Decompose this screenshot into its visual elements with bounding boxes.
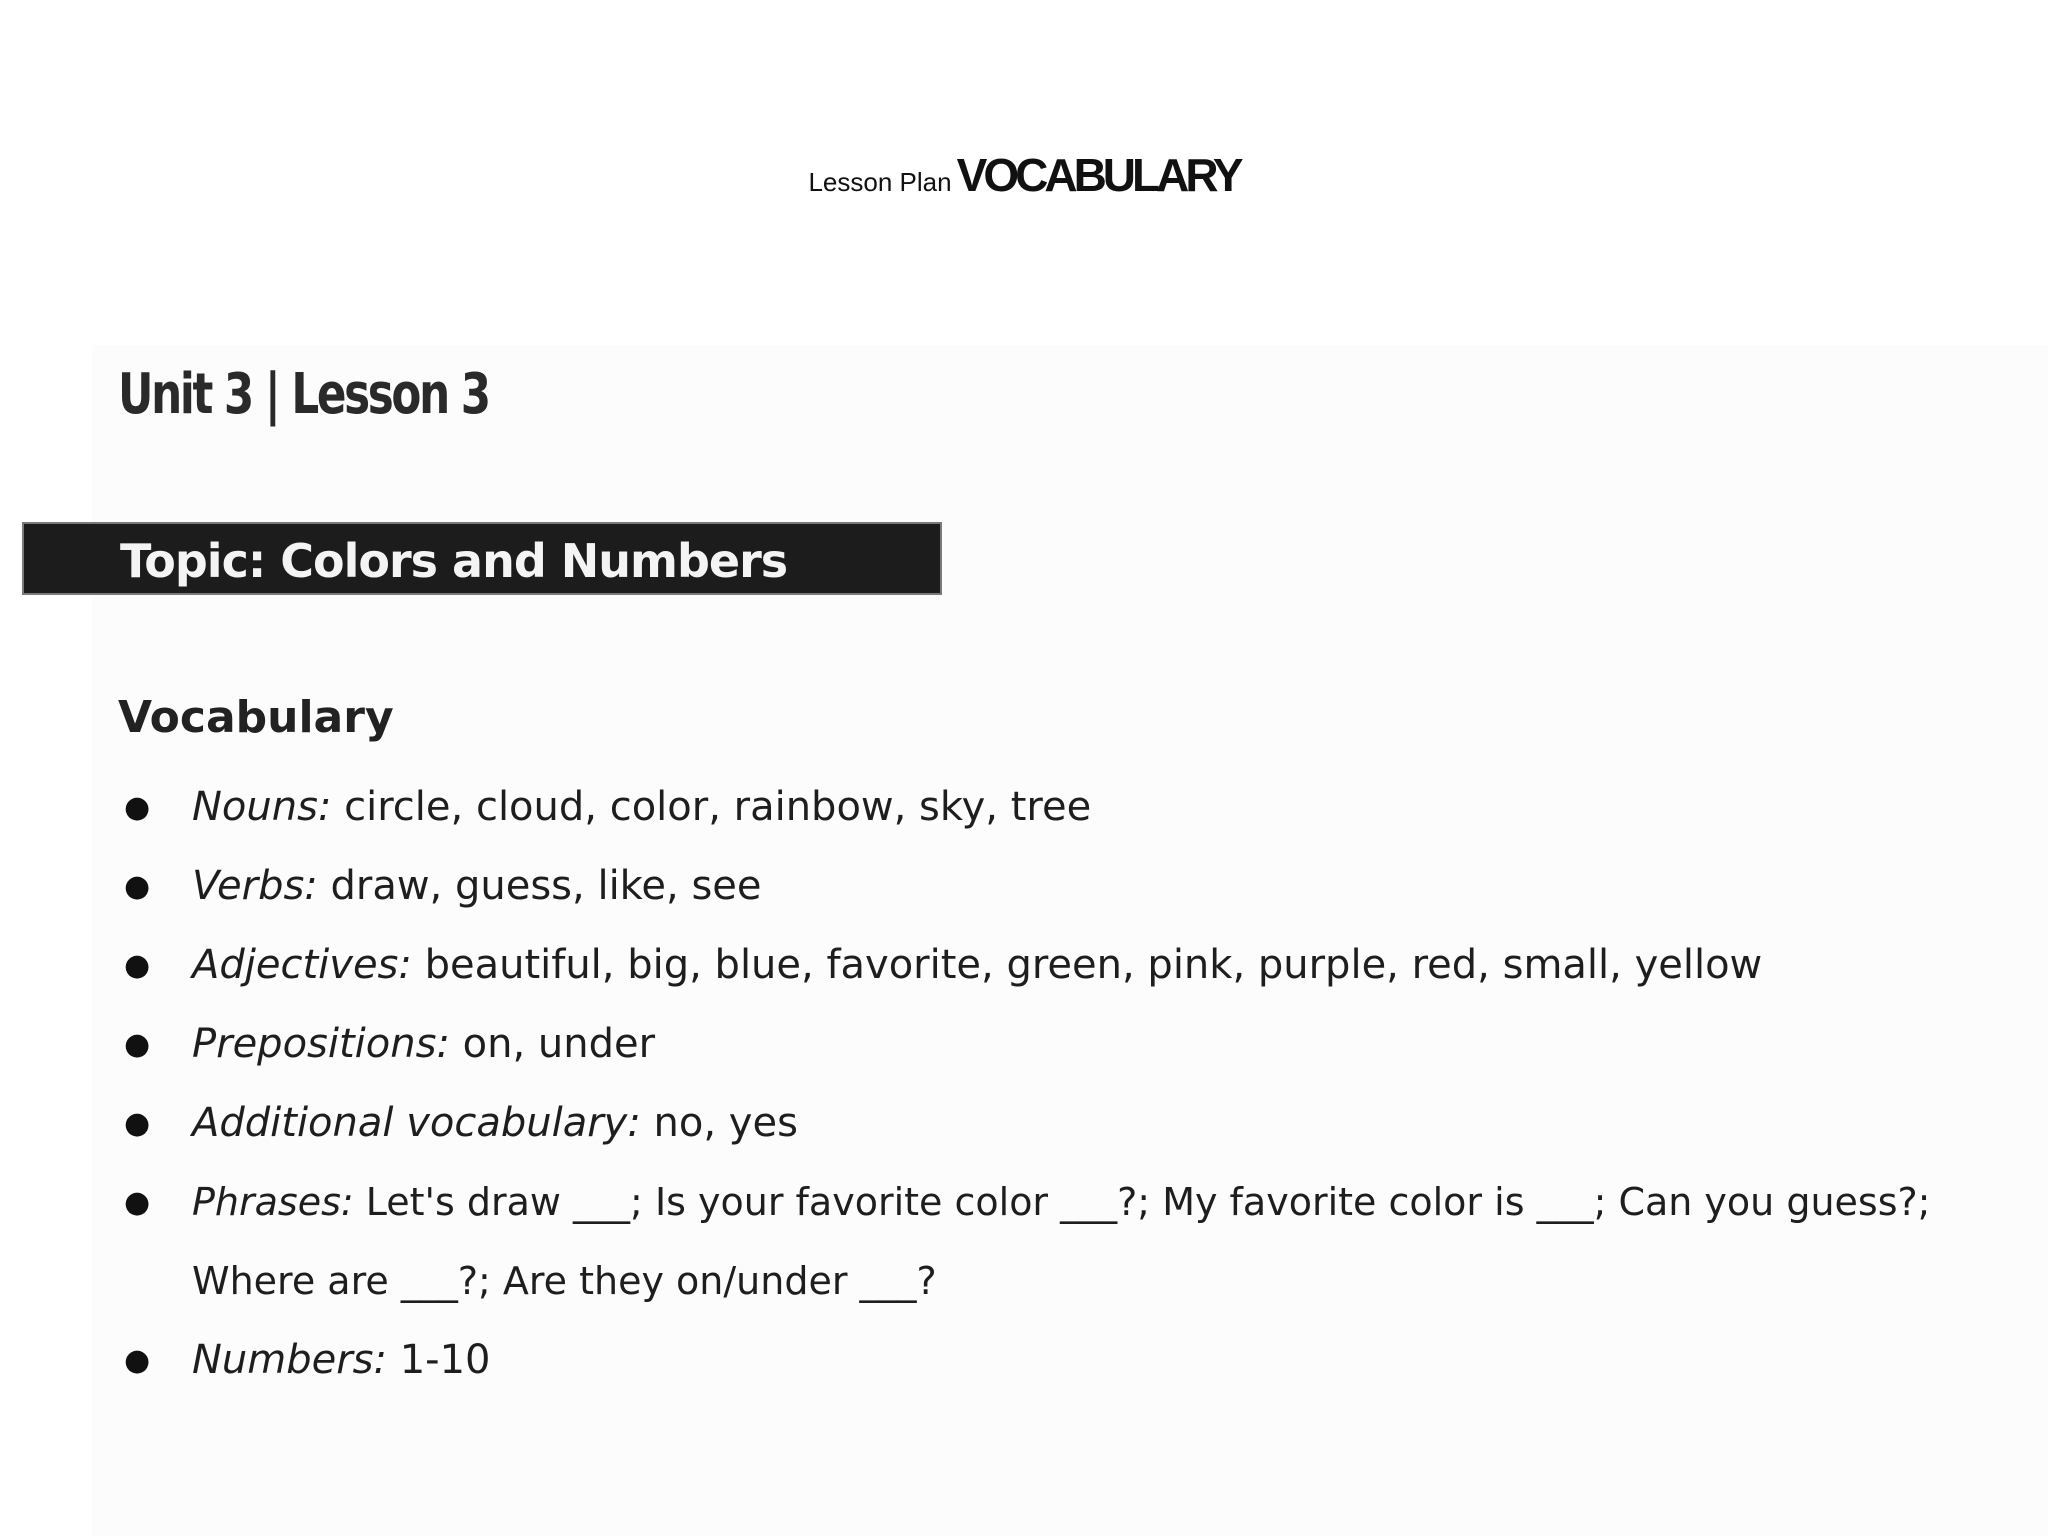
vocab-item-phrases (118, 1163, 2038, 1321)
vocab-item-adjectives (118, 926, 2038, 1005)
vocab-item-text: draw, guess, like, see (317, 863, 762, 909)
vocab-item-text: Let's draw ___; Is your favorite color ___?; My favorite color is ___; Can you guess?; (353, 1180, 1931, 1224)
bullet-icon: ● (124, 1343, 151, 1378)
page-header (0, 148, 2048, 202)
vocab-item-label: Phrases: (192, 1180, 354, 1224)
vocab-item-text: beautiful, big, blue, favorite, green, pink, purple, red, small, yellow (411, 942, 1763, 988)
vocab-item-label: Additional vocabulary: (192, 1100, 641, 1146)
vocab-item-numbers (118, 1321, 2038, 1400)
unit-lesson-title: Unit 3 | Lesson 3 (118, 362, 489, 427)
vocab-item-text: 1-10 (387, 1337, 491, 1383)
vocab-item-text: no, yes (640, 1100, 798, 1146)
vocab-item-label: Adjectives: (192, 942, 412, 988)
vocabulary-heading: Vocabulary (118, 692, 394, 743)
topic-banner (22, 522, 942, 595)
bullet-icon: ● (124, 790, 151, 825)
bullet-icon: ● (124, 1027, 151, 1062)
vocab-item-text: circle, cloud, color, rainbow, sky, tree (331, 784, 1092, 830)
vocab-item-text: on, under (449, 1021, 656, 1067)
bullet-icon: ● (124, 948, 151, 983)
vocab-item-label: Verbs: (192, 863, 318, 909)
topic-text: Topic: Colors and Numbers (120, 534, 788, 588)
vocab-item-prepositions (118, 1005, 2038, 1084)
bullet-icon: ● (124, 1185, 151, 1220)
header-title: VOCABULARY (956, 149, 1240, 201)
bullet-icon: ● (124, 869, 151, 904)
vocab-item-additional (118, 1084, 2038, 1163)
vocab-item-verbs (118, 847, 2038, 926)
header-subtitle: Lesson Plan (808, 167, 952, 197)
vocab-item-label: Nouns: (192, 784, 332, 830)
vocab-item-nouns (118, 768, 2038, 847)
vocab-item-label: Numbers: (192, 1337, 387, 1383)
vocabulary-list (118, 768, 2038, 1400)
bullet-icon: ● (124, 1106, 151, 1141)
vocab-item-text-continued: Where are ___?; Are they on/under ___? (192, 1259, 937, 1303)
vocab-item-label: Prepositions: (192, 1021, 450, 1067)
